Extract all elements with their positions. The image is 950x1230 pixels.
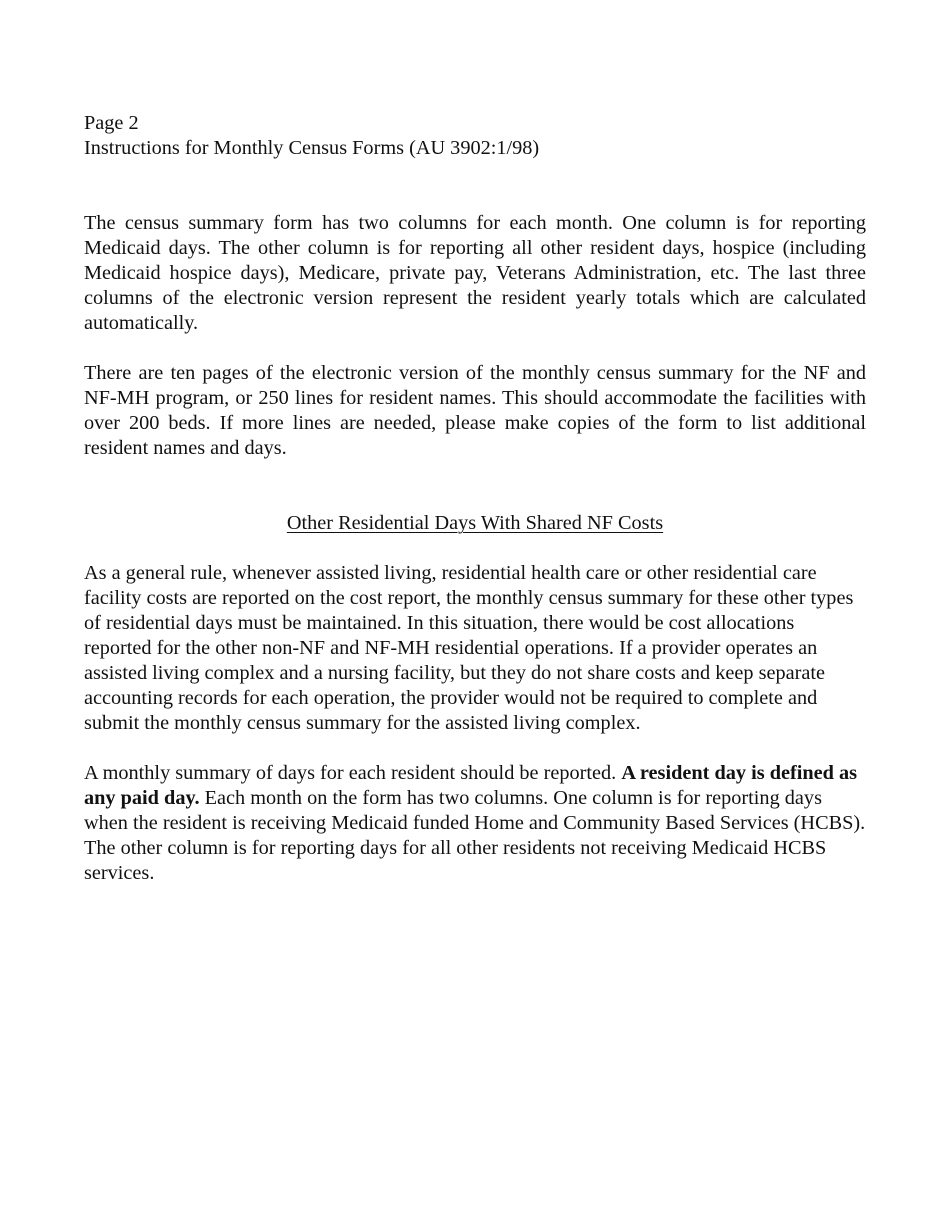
page-number: Page 2 [84, 112, 139, 134]
paragraph-electronic-pages: There are ten pages of the electronic version of the monthly census summary for the NF and NF-MH program, or 250 lines for resident names. This should accommodate the facilities with over 200 beds. If more lines are needed, please make copies of the form to list additional resident names and days. [84, 362, 866, 459]
document-title: Instructions for Monthly Census Forms (AU 3902:1/98) [84, 137, 540, 159]
paragraph-shared-costs: As a general rule, whenever assisted living, residential health care or other residential care facility costs are reported on the cost report, the monthly census summary for these other types of residential days must be maintained. In this situation, there would be cost allocations reported for the other non-NF and NF-MH residential operations. If a provider operates an assisted living complex and a nursing facility, but they do not share costs and keep separate accounting records for each operation, the provider would not be required to complete and submit the monthly census summary for the assisted living complex. [84, 562, 854, 734]
paragraph-census-columns: The census summary form has two columns for each month. One column is for reporting Medicaid days. The other column is for reporting all other resident days, hospice (including Medicaid hospice days), Medicare, private pay, Veterans Administration, etc. The last three columns of the electronic version represent the resident yearly totals which are calculated automatically. [84, 212, 866, 334]
resident-day-intro: A monthly summary of days for each resident should be reported. [84, 762, 622, 784]
resident-day-definition: A resident day is defined as any paid day. [84, 762, 858, 809]
paragraph-resident-day [84, 761, 866, 886]
resident-day-details: Each month on the form has two columns. One column is for reporting days when the resident is receiving Medicaid funded Home and Community Based Services (HCBS). The other column is for reporting days for all other residents not receiving Medicaid HCBS services. [84, 787, 866, 884]
section-heading: Other Residential Days With Shared NF Costs [286, 512, 664, 534]
document-page [84, 111, 866, 886]
